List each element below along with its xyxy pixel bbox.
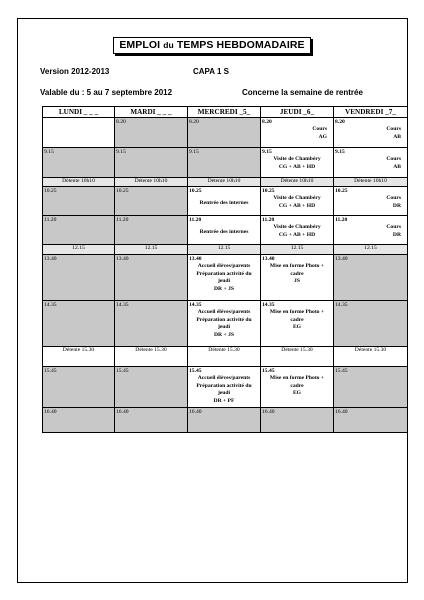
cell-mardi-1545: 15.45 [115, 367, 188, 408]
cell-mercredi-1025: 10.25 Rentrée des internes [188, 187, 261, 216]
break-row-1530 [43, 347, 408, 367]
cell-vendredi-1640: 16.40 [334, 408, 408, 433]
cell-vendredi-1025: 10.25 Cours DR [334, 187, 408, 216]
cell-mercredi-1435: 14.35 Accueil élèves/parents Préparation activité du jeudi DR + JS [188, 301, 261, 347]
break-jeudi-1530: Détente 15.30 [261, 347, 334, 367]
cell-mercredi-1545: 15.45 Accueil élèves/parents Préparation activité du jeudi DR + PF [188, 367, 261, 408]
cell-mercredi-1640: 16.40 [188, 408, 261, 433]
document-title [113, 37, 311, 54]
break-mardi-1010: Détente 10h10 [115, 178, 188, 187]
cell-jeudi-1640: 16.40 [261, 408, 334, 433]
cell-lundi-0915: 9.15 [43, 148, 115, 178]
cell-jeudi-1120: 11.20 Visite de Chambéry CG + AB + HD [261, 216, 334, 245]
cell-mardi-0820: 8.20 [115, 118, 188, 148]
cell-mercredi-1340: 13.40 Accueil élèves/parents Préparation activité du jeudi DR + JS [188, 255, 261, 301]
day-header-mercredi: MERCREDI _5_ [188, 107, 261, 118]
cell-vendredi-1120: 11.20 Cours DR [334, 216, 408, 245]
cell-lundi-0820 [43, 118, 115, 148]
cell-jeudi-1545: 15.45 Mise en forme Photo + cadre EG [261, 367, 334, 408]
timetable [42, 106, 408, 433]
cell-vendredi-1340: 13.40 [334, 255, 408, 301]
version-label: Version 2012-2013 [40, 67, 110, 76]
slot-row-1640 [43, 408, 408, 433]
cell-vendredi-0915: 9.15 Cours AB [334, 148, 408, 178]
break-lundi-1530: Détente 15.30 [43, 347, 115, 367]
day-header-mardi: MARDI _ _ _ [115, 107, 188, 118]
cell-mercredi-1120: 11.20 Rentrée des internes [188, 216, 261, 245]
title-rest: TEMPS HEBDOMADAIRE [176, 39, 305, 51]
lunch-lundi: 12.15 [43, 245, 115, 255]
break-jeudi-1010: Détente 10h10 [261, 178, 334, 187]
slot-row-1435 [43, 301, 408, 347]
day-header-vendredi: VENDREDI _7_ [334, 107, 408, 118]
lunch-mercredi: 12.15 [188, 245, 261, 255]
cell-jeudi-0915: 9.15 Visite de Chambéry CG + AB + HD [261, 148, 334, 178]
cell-mardi-1025: 10.25 [115, 187, 188, 216]
cell-jeudi-1340: 13.40 Mise en forme Photo + cadre JS [261, 255, 334, 301]
lunch-vendredi: 12.15 [334, 245, 408, 255]
header-row [43, 107, 408, 118]
cell-mardi-1120: 11.20 [115, 216, 188, 245]
break-mardi-1530: Détente 15.30 [115, 347, 188, 367]
cell-vendredi-0820: 8.20 Cours AB [334, 118, 408, 148]
title-du: du [163, 40, 174, 50]
cell-mardi-0915: 9.15 [115, 148, 188, 178]
day-header-jeudi: JEUDI _6_ [261, 107, 334, 118]
slot-row-0915 [43, 148, 408, 178]
break-lundi-1010: Détente 10h10 [43, 178, 115, 187]
title-main: EMPLOI [119, 39, 161, 51]
cell-mercredi-0915: 9.15 [188, 148, 261, 178]
cell-mercredi-0820: 8.20 [188, 118, 261, 148]
cell-lundi-1025: 10.25 [43, 187, 115, 216]
break-vendredi-1530: Détente 15.30 [334, 347, 408, 367]
cell-mardi-1640: 16.40 [115, 408, 188, 433]
slot-row-1340 [43, 255, 408, 301]
break-mercredi-1010: Détente 10h10 [188, 178, 261, 187]
cell-jeudi-0820: 8.20 Cours AG [261, 118, 334, 148]
break-mercredi-1530: Détente 15.30 [188, 347, 261, 367]
cell-lundi-1640: 16.40 [43, 408, 115, 433]
cell-lundi-1545: 15.45 [43, 367, 115, 408]
slot-row-1545 [43, 367, 408, 408]
slot-row-0820 [43, 118, 408, 148]
cell-lundi-1435: 14.35 [43, 301, 115, 347]
lunch-mardi: 12.15 [115, 245, 188, 255]
cell-jeudi-1435: 14.35 Mise en forme Photo + cadre EG [261, 301, 334, 347]
cell-mardi-1340: 13.40 [115, 255, 188, 301]
break-vendredi-1010: Détente 10h10 [334, 178, 408, 187]
cell-lundi-1120: 11.20 [43, 216, 115, 245]
class-label: CAPA 1 S [193, 67, 230, 76]
cell-jeudi-1025: 10.25 Visite de Chambéry CG + AB + HD [261, 187, 334, 216]
slot-row-1120 [43, 216, 408, 245]
cell-vendredi-1435: 14.35 [334, 301, 408, 347]
lunch-jeudi: 12.15 [261, 245, 334, 255]
lunch-row-1215 [43, 245, 408, 255]
cell-lundi-1340: 13.40 [43, 255, 115, 301]
cell-mardi-1435: 14.35 [115, 301, 188, 347]
slot-row-1025 [43, 187, 408, 216]
validity-label: Valable du : 5 au 7 septembre 2012 [40, 88, 173, 97]
cell-vendredi-1545: 15.45 [334, 367, 408, 408]
day-header-lundi: LUNDI _ _ _ [43, 107, 115, 118]
break-row-1010 [43, 178, 408, 187]
concern-label: Concerne la semaine de rentrée [242, 88, 363, 97]
